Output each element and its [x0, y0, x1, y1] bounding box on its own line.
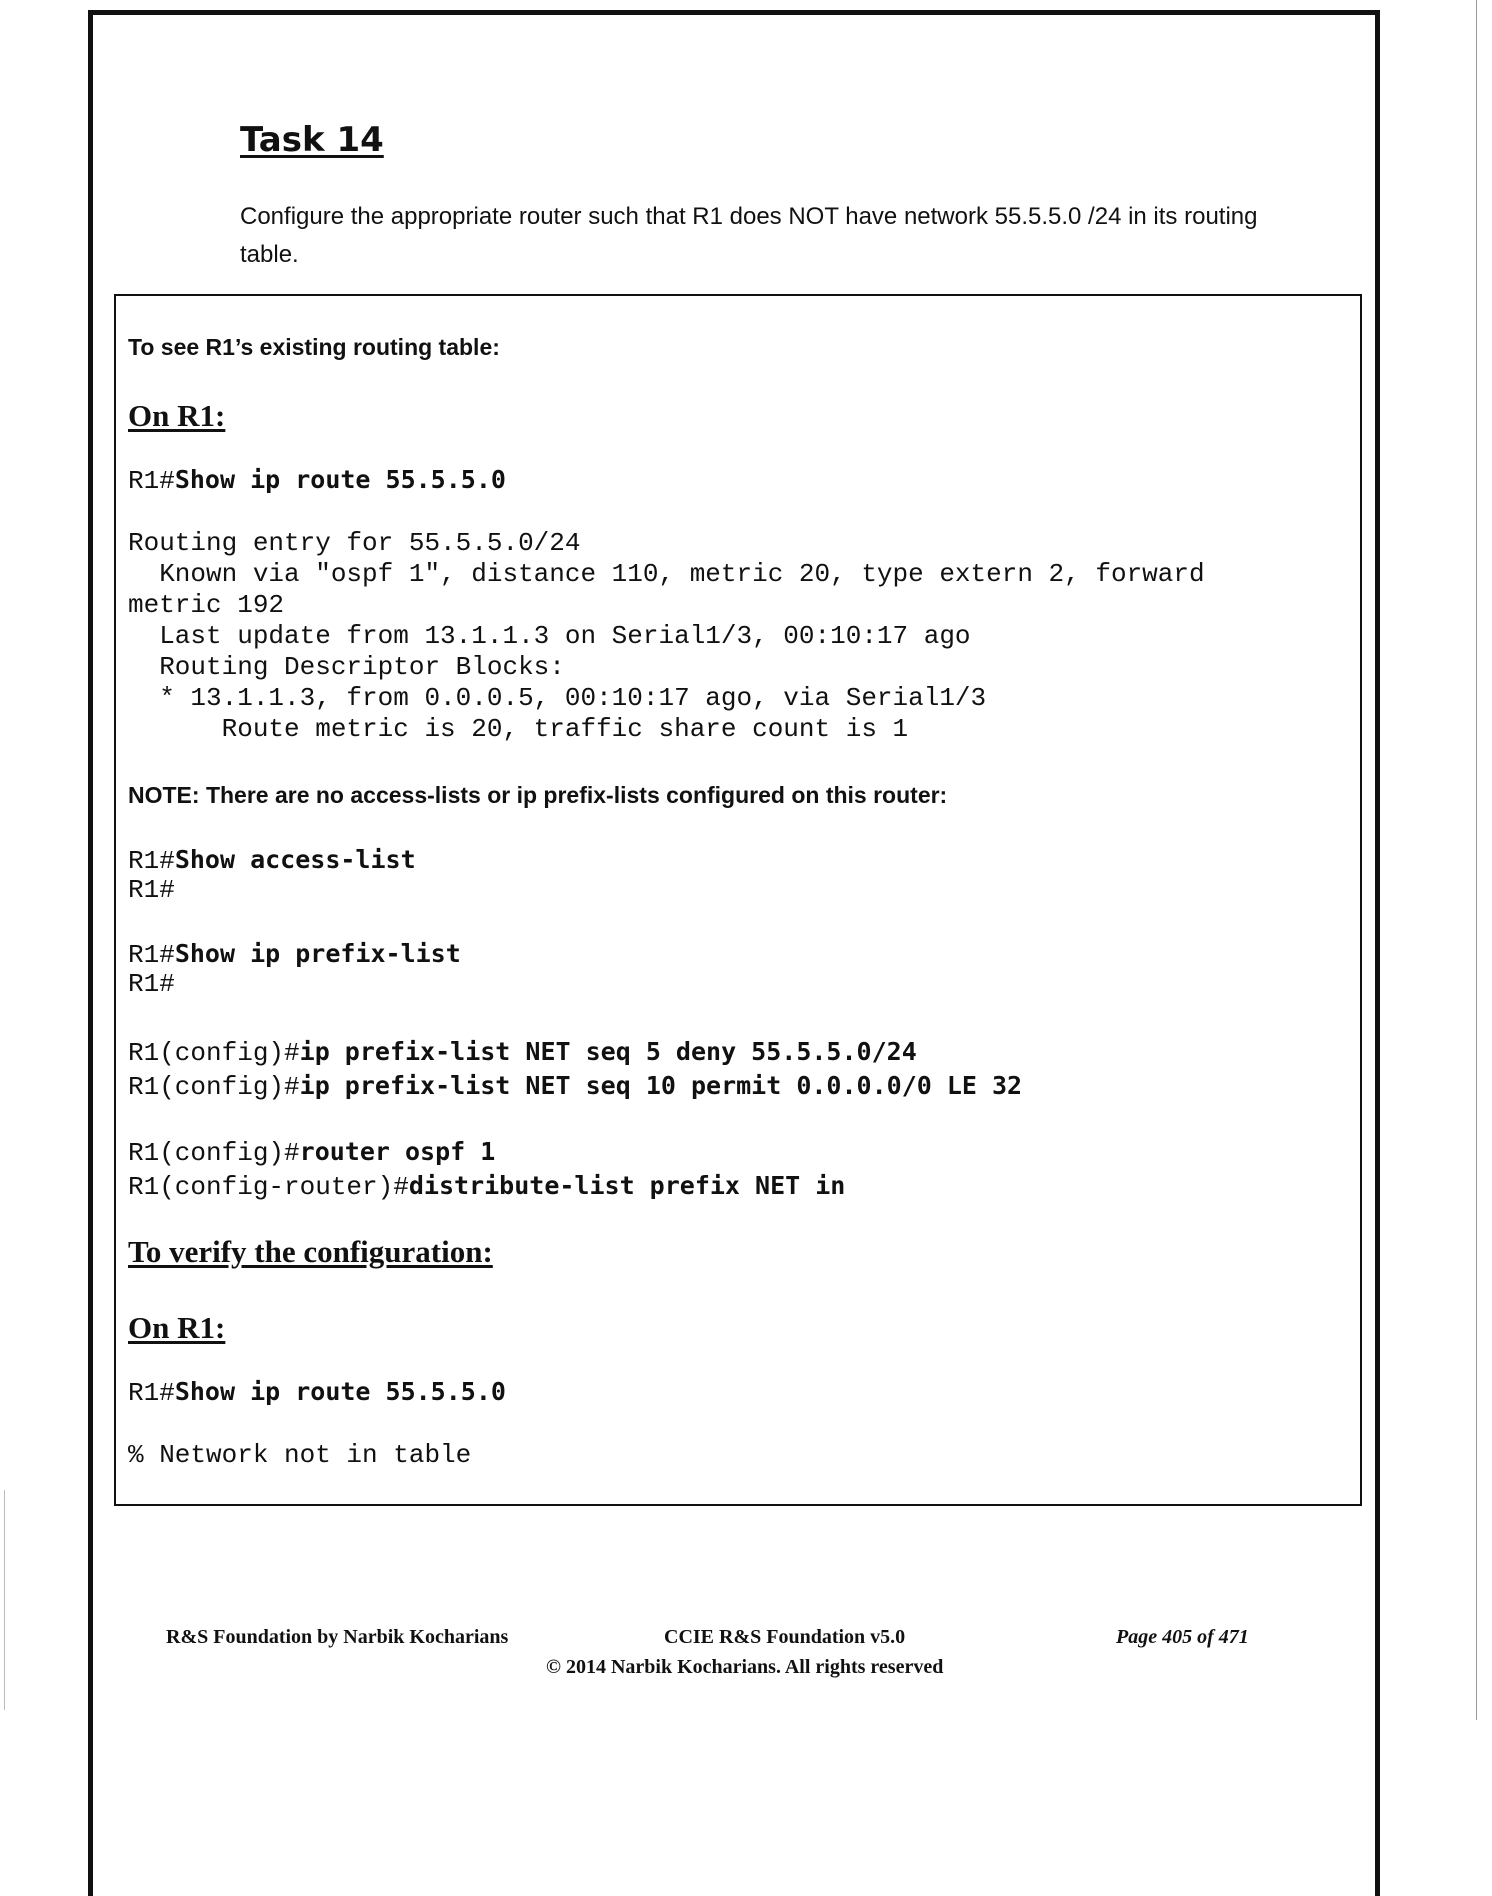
prompt: R1(config)# [128, 1072, 300, 1102]
command: router ospf 1 [299, 1137, 496, 1166]
route-output-line: Route metric is 20, traffic share count is 1 [128, 714, 909, 744]
command-line-show-prefix-list [128, 938, 461, 971]
task-description: Configure the appropriate router such that R1 does NOT have network 55.5.5.0 /24 in its routing table. [240, 203, 1258, 268]
config-line-router-ospf [128, 1136, 495, 1169]
task-title: Task 14 [240, 120, 384, 160]
footer-center: CCIE R&S Foundation v5.0 [664, 1626, 906, 1648]
prompt: R1# [128, 1378, 175, 1408]
prompt: R1# [128, 466, 175, 496]
prompt: R1# [128, 846, 175, 876]
command: Show ip route 55.5.5.0 [174, 1377, 506, 1406]
footer-page-number: Page 405 of 471 [1116, 1626, 1249, 1648]
acl-note: NOTE: There are no access-lists or ip prefix-lists configured on this router: [128, 782, 948, 808]
command: ip prefix-list NET seq 5 deny 55.5.5.0/24 [299, 1037, 917, 1066]
heading-on-r1: On R1: [128, 398, 226, 433]
scan-margin-line [1476, 0, 1477, 1720]
config-line-distribute-list [128, 1170, 845, 1203]
command-line-show-access-list [128, 844, 416, 877]
heading-verify: To verify the configuration: [128, 1234, 493, 1269]
route-output-line: Last update from 13.1.1.3 on Serial1/3, 00:10:17 ago [128, 621, 971, 651]
command-output: R1# [128, 875, 175, 905]
route-output-line: Known via "ospf 1", distance 110, metric 20, type extern 2, forward [128, 559, 1205, 589]
prompt: R1# [128, 940, 175, 970]
prompt: R1(config)# [128, 1138, 300, 1168]
command: Show access-list [174, 845, 416, 874]
command: Show ip route 55.5.5.0 [174, 465, 506, 494]
command: distribute-list prefix NET in [408, 1171, 846, 1200]
route-output-line: Routing entry for 55.5.5.0/24 [128, 528, 581, 558]
scan-margin-line-left [4, 1490, 5, 1710]
command-line-show-ip-route-verify [128, 1376, 506, 1409]
footer-left: R&S Foundation by Narbik Kocharians [166, 1626, 509, 1648]
final-output: % Network not in table [128, 1440, 472, 1470]
command-output: R1# [128, 969, 175, 999]
command: Show ip prefix-list [174, 939, 461, 968]
config-line-prefix-deny [128, 1036, 917, 1069]
prompt: R1(config-router)# [128, 1172, 409, 1202]
intro-note: To see R1’s existing routing table: [128, 334, 500, 360]
command: ip prefix-list NET seq 10 permit 0.0.0.0/0 LE 32 [299, 1071, 1023, 1100]
footer-copyright: © 2014 Narbik Kocharians. All rights reserved [546, 1656, 944, 1678]
command-line-show-ip-route [128, 464, 506, 497]
route-output-line: metric 192 [128, 590, 285, 620]
route-output-line: * 13.1.1.3, from 0.0.0.5, 00:10:17 ago, via Serial1/3 [128, 683, 987, 713]
heading-on-r1: On R1: [128, 1310, 226, 1345]
config-line-prefix-permit [128, 1070, 1022, 1103]
route-output-line: Routing Descriptor Blocks: [128, 652, 565, 682]
prompt: R1(config)# [128, 1038, 300, 1068]
